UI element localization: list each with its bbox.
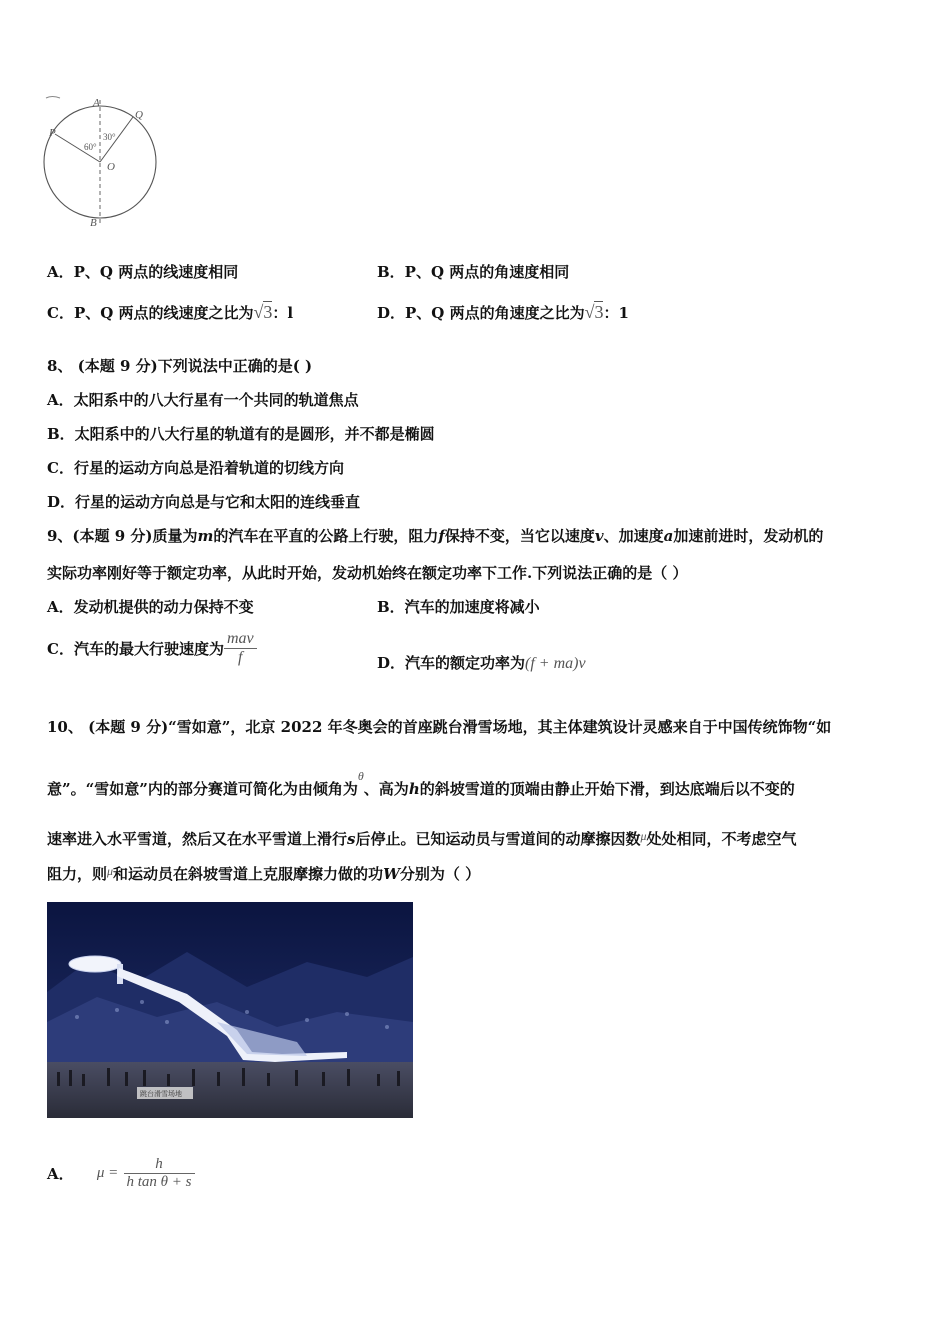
var-theta: θ: [357, 769, 364, 783]
q10-line3-part3: 处处相同，不考虑空气: [646, 830, 797, 848]
q10-line3-part2: 后停止。已知运动员与雪道间的动摩擦因数: [355, 830, 641, 848]
q9-stem-part5: 加速前进时，发动机的: [673, 527, 824, 545]
label-angle-30: 30°: [103, 132, 116, 142]
label-Q: Q: [135, 109, 143, 121]
q10-stem-line3: [47, 828, 797, 849]
var-a: a: [663, 527, 674, 545]
q9-option-a: A．发动机提供的动力保持不变: [47, 598, 254, 616]
label-P: P: [49, 127, 56, 139]
q7-option-c-text: C．P、Q 两点的线速度之比为: [47, 304, 254, 322]
q9-stem-line1: [47, 525, 823, 546]
q10-stem-line1: 10、 (本题 9 分)“雪如意”，北京 2022 年冬奥会的首座跳台滑雪场地，其主体建筑设计灵感来自于中国传统饰物“如: [47, 718, 832, 736]
q10-option-a-numerator: h: [124, 1156, 195, 1174]
q8-option-b: B．太阳系中的八大行星的轨道有的是圆形，并不都是椭圆: [47, 425, 435, 443]
q10-line3-part1: 速率进入水平雪道，然后又在水平雪道上滑行: [47, 830, 348, 848]
q8-option-a: A．太阳系中的八大行星有一个共同的轨道焦点: [47, 391, 359, 409]
q10-option-a-lhs: μ =: [96, 1165, 119, 1181]
q9-option-d-formula: (f + ma)v: [525, 655, 586, 672]
q7-option-d-root: 3: [594, 302, 604, 322]
q8-option-c: C．行星的运动方向总是沿着轨道的切线方向: [47, 459, 344, 477]
q10-stem-line4: [47, 863, 480, 884]
label-B: B: [90, 217, 97, 229]
q9-option-d: [377, 652, 586, 673]
q7-option-a: A．P、Q 两点的线速度相同: [47, 263, 239, 281]
q9-option-c-fraction: [224, 630, 257, 667]
q7-option-d-text: D．P、Q 两点的角速度之比为: [377, 304, 585, 322]
var-mu-2: μ: [107, 864, 114, 878]
q10-line2-part1: 意”。“雪如意”内的部分赛道可简化为由倾角为: [47, 780, 358, 798]
var-m: m: [197, 527, 214, 545]
q7-option-c-root: 3: [263, 302, 273, 322]
q10-line2-part2: 、高为: [363, 780, 409, 798]
var-f: f: [438, 527, 445, 545]
ski-jump-photo: [47, 902, 413, 1118]
var-h: h: [408, 780, 420, 798]
q7-option-b: B．P、Q 两点的角速度相同: [377, 263, 570, 281]
var-W: W: [383, 865, 400, 883]
q10-stem-line2: [47, 769, 795, 799]
q7-option-c-tail: ：l: [272, 304, 294, 322]
q9-option-d-text: D．汽车的额定功率为: [377, 654, 526, 672]
q9-option-c-denominator: f: [238, 649, 243, 666]
q9-stem-part3: 保持不变，当它以速度: [444, 527, 595, 545]
var-v: v: [594, 527, 604, 545]
plaza: [47, 1062, 413, 1118]
q7-option-c: C．P、Q 两点的线速度之比为√3：l: [47, 302, 294, 322]
q9-stem-part4: 、加速度: [603, 527, 664, 545]
q8-stem: 8、 (本题 9 分)下列说法中正确的是( ): [47, 357, 313, 375]
q9-option-c: [47, 630, 257, 667]
q9-stem-part1: 9、(本题 9 分)质量为: [47, 527, 198, 545]
arc-indicator: [46, 97, 60, 99]
label-O: O: [107, 161, 115, 173]
q10-option-a-fraction: [124, 1156, 195, 1191]
q10-line2-part3: 的斜坡雪道的顶端由静止开始下滑，到达底端后以不变的: [419, 780, 795, 798]
q9-stem-part2: 的汽车在平直的公路上行驶，阻力: [213, 527, 439, 545]
q7-option-d: D．P、Q 两点的角速度之比为√3：1: [377, 302, 629, 322]
q10-line4-part1: 阻力，则: [47, 865, 108, 883]
q9-option-b: B．汽车的加速度将减小: [377, 598, 540, 616]
q10-line4-part2: 和运动员在斜坡雪道上克服摩擦力做的功: [113, 865, 384, 883]
q9-stem-line2: 实际功率刚好等于额定功率，从此时开始，发动机始终在额定功率下工作.下列说法正确的是（ ）: [47, 564, 688, 582]
label-A: A: [93, 97, 100, 109]
q8-option-d: D．行星的运动方向总是与它和太阳的连线垂直: [47, 493, 361, 511]
label-angle-60: 60°: [84, 142, 97, 152]
q10-option-a: [47, 1156, 195, 1191]
q9-option-c-text: C．汽车的最大行驶速度为: [47, 640, 224, 658]
q10-option-a-denominator: h tan θ + s: [126, 1174, 192, 1190]
q10-line4-part3: 分别为（ ）: [399, 865, 481, 883]
q9-option-c-numerator: mav: [224, 630, 257, 649]
q10-option-a-label: A．: [47, 1165, 74, 1183]
q7-option-d-tail: ：1: [603, 304, 629, 322]
var-mu: μ: [640, 829, 647, 843]
var-s: s: [347, 830, 356, 848]
circle-motion-figure: [40, 92, 170, 232]
jump-tower-top: [69, 956, 121, 972]
photo-caption: 跳台滑雪场地: [140, 1090, 182, 1098]
